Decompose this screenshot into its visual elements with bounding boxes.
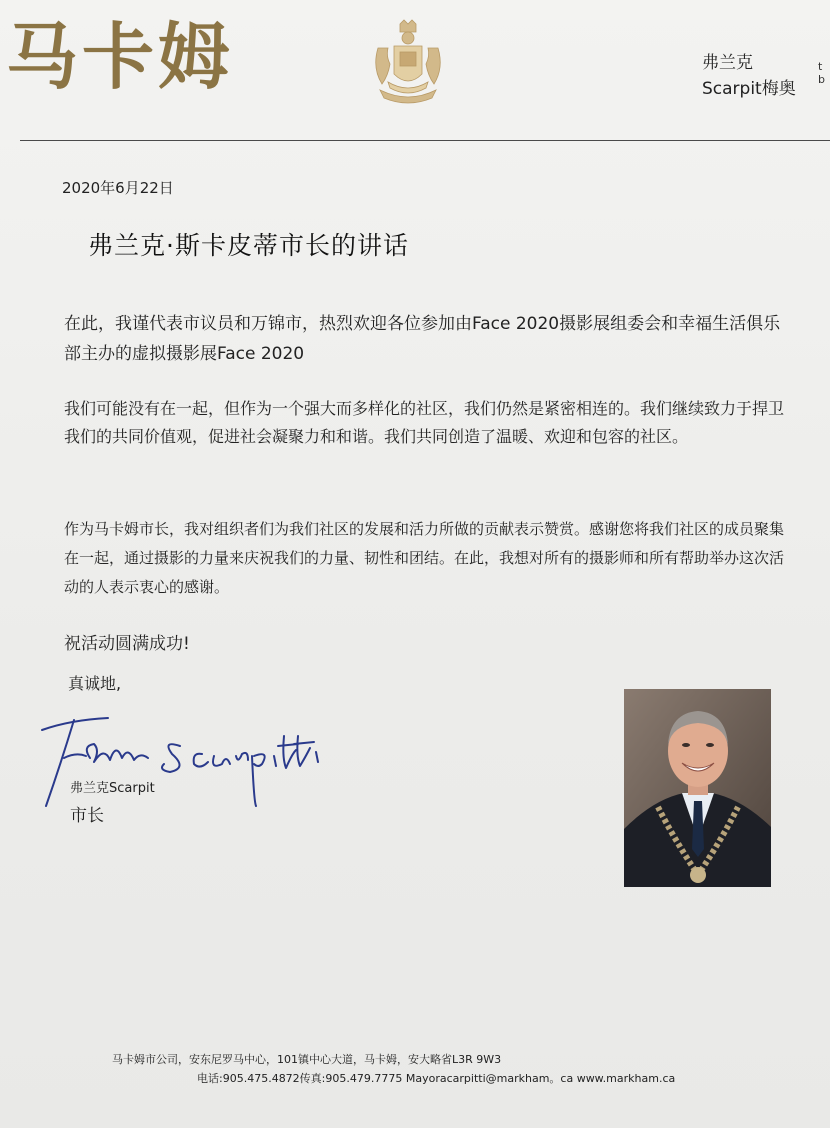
mayor-portrait-photo <box>624 689 771 887</box>
letterhead <box>0 0 830 140</box>
header-officeholder <box>702 50 796 102</box>
header-edge-marks: t b <box>818 60 825 86</box>
city-logo-text: 马卡姆 <box>6 15 235 99</box>
signer-name: 弗兰克Scarpit <box>70 781 155 796</box>
letter-title: 弗兰克·斯卡皮蒂市长的讲话 <box>88 231 409 260</box>
paragraph-welcome: 在此，我谨代表市议员和万锦市，热烈欢迎各位参加由Face 2020摄影展组委会和幸福生活俱乐部主办的虚拟摄影展Face 2020 <box>64 314 781 364</box>
letter-date: 2020年6月22日 <box>62 179 174 197</box>
header-divider <box>20 140 830 141</box>
header-name-line2: Scarpit梅奥 <box>702 79 796 99</box>
footer-address: 马卡姆市公司，安东尼罗马中心，101镇中心大道，马卡姆，安大略省L3R 9W3 <box>112 1053 502 1066</box>
paragraph-community: 我们可能没有在一起，但作为一个强大而多样化的社区，我们仍然是紧密相连的。我们继续致力于捍卫我们的共同价值观，促进社会凝聚力和和谐。我们共同创造了温暖、欢迎和包容的社区。 <box>64 399 785 446</box>
paragraph-appreciation: 作为马卡姆市长，我对组织者们为我们社区的发展和活力所做的贡献表示赞赏。感谢您将我们社区的成员聚集在一起，通过摄影的力量来庆祝我们的力量、韧性和团结。在此，我想对所有的摄影师和所有帮助举办这次活动的人表示衷心的感谢。 <box>64 520 785 596</box>
handwritten-signature <box>30 706 330 816</box>
footer-contact: 电话:905.475.4872传真:905.479.7775 Mayoracarpitti@markham。ca www.markham.ca <box>197 1072 676 1085</box>
coat-of-arms-icon <box>370 18 446 108</box>
letter-wish: 祝活动圆满成功! <box>64 634 190 654</box>
letter-closing: 真诚地, <box>68 674 122 693</box>
header-name-line1: 弗兰克 <box>702 53 753 73</box>
signer-title: 市长 <box>70 806 104 826</box>
